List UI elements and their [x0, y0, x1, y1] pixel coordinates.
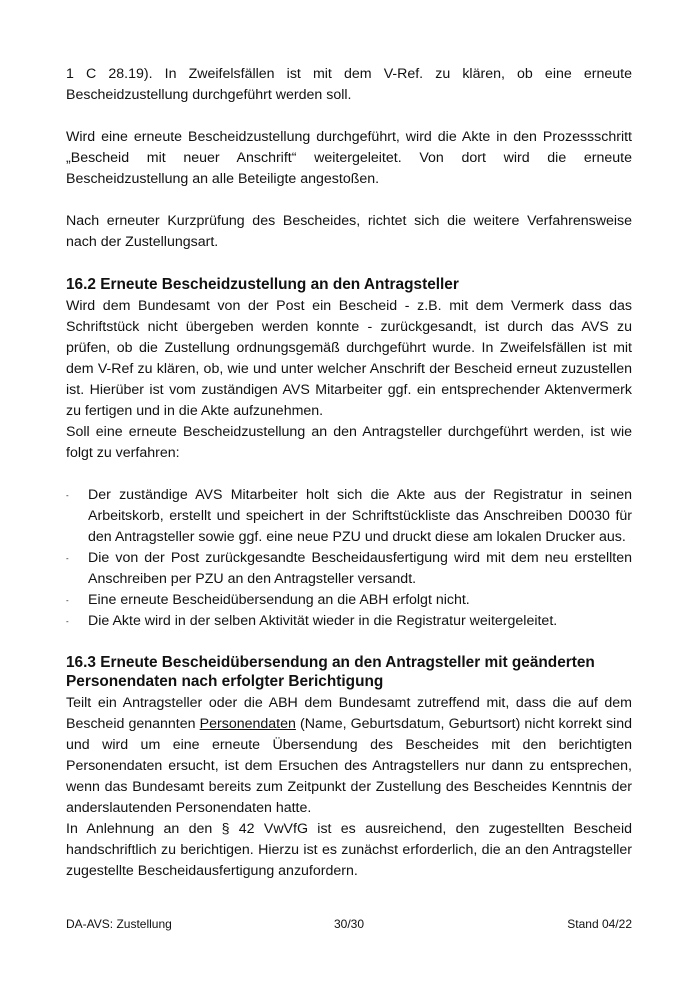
- section-16-3-paragraph-2: In Anlehnung an den § 42 VwVfG ist es ausreichend, den zugestellten Bescheid handschriftlich zu berichtigen. Hierzu ist es zunächst erforderlich, die an den Antragsteller zugestellte Bescheidausfertigung anzufordern.: [66, 821, 632, 879]
- personendaten-link[interactable]: Personendaten: [199, 716, 296, 732]
- list-item: [66, 590, 632, 611]
- section-heading-16-3: 16.3 Erneute Bescheidübersendung an den Antragsteller mit geänderten Personendaten nach erfolgter Berichtigung: [66, 654, 595, 690]
- procedure-list: [66, 485, 632, 632]
- paragraph-intro: 1 C 28.19). In Zweifelsfällen ist mit dem V-Ref. zu klären, ob eine erneute Bescheidzustellung durchgeführt werden soll.: [66, 66, 632, 103]
- dash-bullet: -: [66, 554, 69, 563]
- list-item-text: Die von der Post zurückgesandte Bescheidausfertigung wird mit dem neu erstellten Anschreiben per PZU an den Antragsteller versandt.: [88, 550, 632, 587]
- list-item: [66, 485, 632, 548]
- footer-page-number: 30/30: [333, 917, 365, 931]
- footer-document-title: DA-AVS: Zustellung: [66, 917, 172, 931]
- list-item: [66, 611, 632, 632]
- dash-bullet: -: [66, 617, 69, 626]
- section-16-2-paragraph-2: Soll eine erneute Bescheidzustellung an den Antragsteller durchgeführt werden, ist wie folgt zu verfahren:: [66, 424, 632, 461]
- paragraph-text-after-link: (Name, Geburtsdatum, Geburtsort) nicht korrekt sind und wird um eine erneute Übersendung des Bescheides mit den berichtigten Personendaten ersucht, ist dem Ersuchen des Antragstellers nur dann zu entsprechen, wenn das Bundesamt bereits zum Zeitpunkt der Zustellung des Bescheides Kenntnis der anderslautenden Personendaten hatte.: [66, 716, 632, 816]
- section-heading-16-2: 16.2 Erneute Bescheidzustellung an den Antragsteller: [66, 276, 459, 293]
- list-item-text: Die Akte wird in der selben Aktivität wieder in die Registratur weitergeleitet.: [88, 613, 558, 629]
- list-item-text: Der zuständige AVS Mitarbeiter holt sich die Akte aus der Registratur in seinen Arbeitskorb, erstellt und speichert in der Schriftstückliste das Anschreiben D0030 für den Antragsteller sowie ggf. eine neue PZU und druckt diese am lokalen Drucker aus.: [88, 487, 632, 545]
- footer-version-date: Stand 04/22: [567, 917, 632, 931]
- section-16-3-paragraph-1: [66, 693, 632, 819]
- dash-bullet: -: [66, 491, 69, 500]
- document-page: [66, 64, 632, 882]
- paragraph-forwarding: Wird eine erneute Bescheidzustellung durchgeführt, wird die Akte in den Prozessschritt „Bescheid mit neuer Anschrift“ weitergeleitet. Von dort wird die erneute Bescheidzustellung an alle Beteiligte angestoßen.: [66, 129, 632, 187]
- paragraph-text-before-link: Teilt ein Antragsteller oder die ABH dem Bundesamt zutreffend mit, dass die auf dem Bescheid genannten: [66, 695, 632, 732]
- dash-bullet: -: [66, 596, 69, 605]
- list-item-text: Eine erneute Bescheidübersendung an die ABH erfolgt nicht.: [88, 592, 470, 608]
- section-16-2-paragraph-1: Wird dem Bundesamt von der Post ein Bescheid - z.B. mit dem Vermerk dass das Schriftstück nicht übergeben werden konnte - zurückgesandt, ist durch das AVS zu prüfen, ob die Zustellung ordnungsgemäß durchgeführt wurde. In Zweifelsfällen ist mit dem V-Ref zu klären, ob, wie und unter welcher Anschrift der Bescheid erneut zuzustellen ist. Hierüber ist vom zuständigen AVS Mitarbeiter ggf. ein entsprechender Aktenvermerk zu fertigen und in die Akte aufzunehmen.: [66, 298, 632, 419]
- paragraph-procedure: Nach erneuter Kurzprüfung des Bescheides, richtet sich die weitere Verfahrensweise nach der Zustellungsart.: [66, 213, 632, 250]
- list-item: [66, 548, 632, 590]
